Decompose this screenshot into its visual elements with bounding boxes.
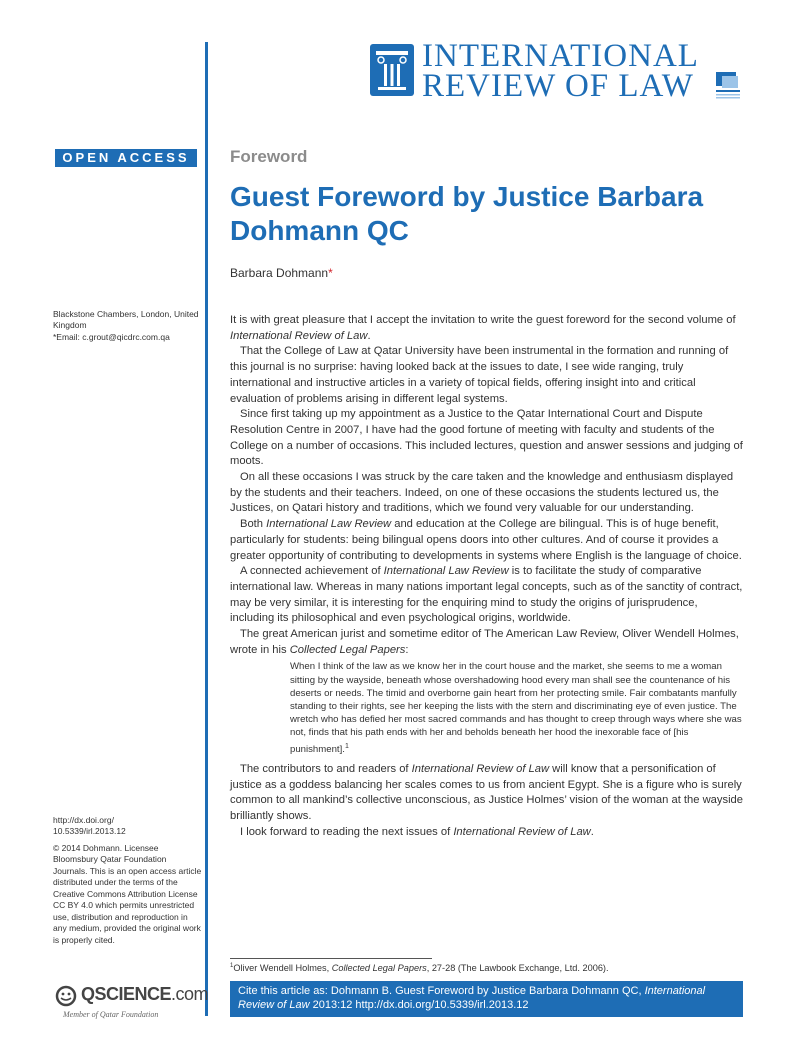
paragraph: It is with great pleasure that I accept the invitation to write the guest foreword for the second volume of International Review of Law. (230, 314, 736, 342)
open-access-badge: OPEN ACCESS (55, 149, 197, 167)
paragraph: Both International Law Review and education at the College are bilingual. This is of huge benefit, particularly for students: being bilingual opens doors into other cultures. And of course it provides a greater opportunity of contributing to developments in systems where English is the language of choice. (230, 518, 742, 562)
paragraph: The great American jurist and sometime editor of The American Law Review, Oliver Wendell Holmes, wrote in his Collected Legal Papers: (230, 628, 739, 656)
publisher-logo (53, 983, 209, 1023)
block-quote: When I think of the law as we know her in the court house and the market, she seems to me a woman sitting by the wayside, beneath whose overshadowing hood every man shall see the countenance of his deserts or needs. The timid and overborne gain heart from her protecting smile. Fair combatants manfully standing to their rights, see her keeping the lists with the stern and discriminating eye of even justice. The wretch who has defied her most sacred commands and has thought to creep through ways where she was not, finds that his path ends with her and beholds beneath her hood the inexorable face of [his punishment].$^1$ (290, 661, 742, 755)
qscience-face-icon (55, 985, 77, 1007)
affiliation (53, 309, 203, 343)
author-line (230, 266, 333, 280)
paragraph: That the College of Law at Qatar University have been instrumental in the formation and running of this journal is no surprise: having looked back at the issues to date, I see wide ranging, truly international and instructive articles in a variety of topical fields, offering insight into and critical evaluation of problems arising in different legal systems. (230, 345, 729, 405)
citation-box: Cite this article as: Dohmann B. Guest Foreword by Justice Barbara Dohmann QC, International Review of Law 2013:12 http://dx.doi.org/10.5339/irl.2013.12 (230, 981, 743, 1017)
doi (53, 815, 203, 838)
journal-name-line1: INTERNATIONAL (422, 38, 699, 74)
journal-logo (370, 38, 750, 108)
footnote-ref: 1 (344, 742, 349, 750)
column-pillar-icon (370, 44, 414, 96)
license-text: © 2014 Dohmann. Licensee Bloomsbury Qatar Foundation Journals. This is an open access article distributed under the terms of the Creative Commons Attribution License CC BY 4.0 which permits unrestricted use, distribution and reproduction in any medium, provided the original work is properly cited. (53, 842, 202, 945)
affiliation-email: *Email: c.grout@qicdrc.com.qa (53, 331, 170, 342)
qscience-wordmark: QSCIENCE.com (81, 984, 209, 1004)
article-body (230, 313, 743, 841)
affiliation-address: Blackstone Chambers, London, United Kingdom (53, 309, 199, 331)
paragraph: A connected achievement of International Law Review is to facilitate the study of comparative international law. Whereas in many nations important legal concepts, such as of the sanctity of contract, may be very similar, it is interesting for the enquiring mind to study the origins of jurisprudence, including its philosophical and even psychological origins, worldwide. (230, 565, 743, 625)
doi-value: 10.5339/irl.2013.12 (53, 826, 126, 837)
author-mark: * (328, 266, 333, 280)
paragraph: The contributors to and readers of International Review of Law will know that a personification of justice as a goddess balancing her scales comes to us from ancient Egypt. She is a figure who is surely common to all mankind’s collective unconscious, as Justice Holmes’ vision of the woman at the wayside brilliantly shows. (230, 763, 743, 823)
paragraph: Since first taking up my appointment as a Justice to the Qatar International Court and Dispute Resolution Centre in 2007, I have had the good fortune of meeting with faculty and students of the College on a number of occasions. This included lectures, question and answer sessions and judging of moots. (230, 408, 743, 468)
journal-name-line2: REVIEW OF LAW (422, 68, 694, 104)
article-meta (53, 815, 203, 951)
paragraph: On all these occasions I was struck by the care taken and the knowledge and enthusiasm displayed by the students and their teachers. Indeed, on one of these occasions the students lectured us, the Justices, on Qatari history and traditions, which we found very valuable for our understanding. (230, 471, 734, 515)
paragraph: I look forward to reading the next issues of International Review of Law. (240, 825, 594, 838)
author-name: Barbara Dohmann (230, 266, 329, 280)
footnote: $^1$Oliver Wendell Holmes, Collected Legal Papers, 27-28 (The Lawbook Exchange, Ltd. 2006). (230, 963, 609, 974)
doi-link[interactable]: http://dx.doi.org/ (53, 815, 114, 825)
qatar-university-logo (714, 70, 742, 100)
footnote-divider (230, 958, 432, 959)
qscience-member-line: Member of Qatar Foundation (63, 1010, 159, 1019)
article-title: Guest Foreword by Justice Barbara Dohmann QC (230, 181, 704, 246)
section-label: Foreword (230, 147, 308, 166)
margin-rule (205, 42, 208, 1016)
